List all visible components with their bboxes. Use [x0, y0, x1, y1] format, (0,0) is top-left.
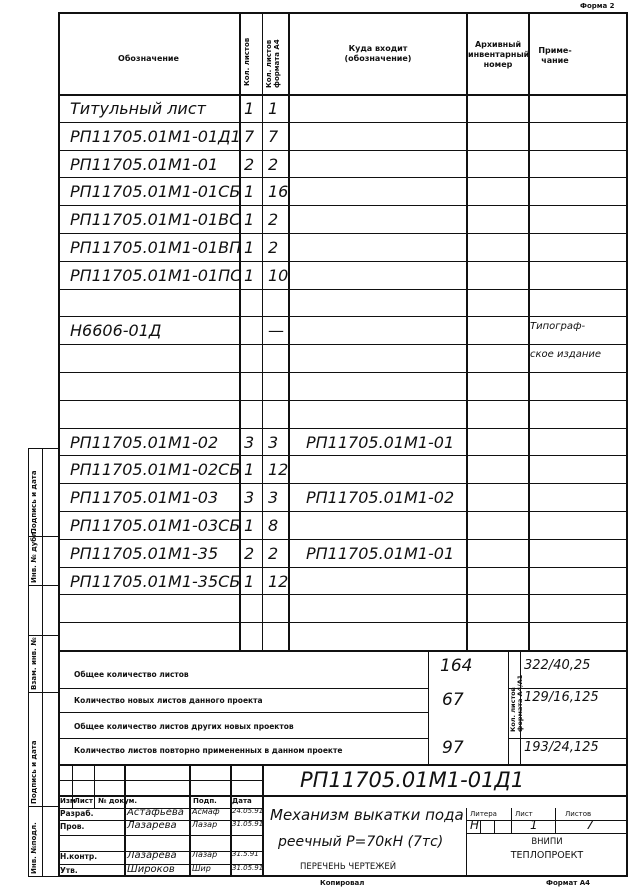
- sheets-cell: 1: [244, 182, 255, 202]
- side-label-sign-date-2: Подпись и дата: [30, 740, 38, 804]
- new-sheets-label: Количество новых листов данного проекта: [74, 696, 263, 705]
- signer-name: Широков: [127, 864, 175, 875]
- sheets-cell: 3: [244, 488, 255, 508]
- new-sheets-a4: 129/16,125: [524, 690, 599, 705]
- col-date: Дата: [232, 797, 252, 805]
- a4-sheets-cell: 2: [268, 154, 279, 174]
- sheets-cell: 1: [244, 516, 255, 535]
- a4-sheets-cell: 2: [268, 238, 279, 257]
- a4-sheets-cell: 8: [268, 516, 279, 535]
- sheets-cell: 2: [244, 154, 255, 174]
- designation-cell: РП11705.01М1-03: [70, 488, 219, 508]
- a4-sheets-cell: 10: [268, 265, 289, 285]
- a4-sheets-cell: 7: [268, 126, 279, 146]
- a4-sheets-cell: —: [268, 321, 284, 341]
- a4-sheets-cell: 3: [268, 488, 279, 508]
- col-sign: Подп.: [193, 797, 217, 805]
- signature: Лазар: [192, 820, 218, 829]
- litera-label: Литера: [470, 810, 497, 818]
- col-izm: Изм: [60, 797, 76, 805]
- signer-name: Лазарева: [127, 850, 177, 861]
- sheets-cell: 1: [244, 460, 255, 480]
- total-sheets-a4: 322/40,25: [524, 658, 591, 673]
- designation-cell: РП11705.01М1-01ПС: [70, 265, 242, 285]
- row-divider: [58, 289, 628, 290]
- row-divider: [58, 428, 628, 429]
- litera-value: Н: [470, 818, 480, 832]
- row-divider: [58, 483, 628, 484]
- header-archive: Архивный инвентарный номер: [468, 40, 530, 69]
- note-cell: ское издание: [530, 349, 602, 361]
- row-divider: [58, 177, 628, 178]
- designation-cell: РП11705.01М1-35СБ: [70, 571, 241, 591]
- role-label: Пров.: [60, 822, 85, 831]
- list-value: 1: [530, 818, 538, 832]
- designation-cell: РП11705.01М1-01ВС: [70, 210, 241, 230]
- role-label: Утв.: [60, 866, 78, 875]
- signature: Шир: [192, 864, 211, 873]
- row-divider: [58, 150, 628, 151]
- row-divider: [58, 400, 628, 401]
- listov-value: 7: [586, 818, 594, 832]
- a4-sheets-cell: 3: [268, 432, 279, 452]
- sign-date: 31.05.91: [232, 820, 264, 828]
- sheets-cell: 2: [244, 543, 255, 563]
- a4-sheets-cell: 2: [268, 210, 279, 230]
- where-used-cell: РП11705.01М1-01: [306, 432, 455, 452]
- designation-cell: РП11705.01М1-03СБ: [70, 516, 241, 535]
- header-sheets-count: Кол. листов: [243, 37, 251, 86]
- list-label: Лист: [515, 810, 533, 818]
- side-label-vzam: Взам. инв. №: [30, 637, 38, 690]
- designation-cell: РП11705.01М1-02: [70, 432, 219, 452]
- row-divider: [58, 233, 628, 234]
- sign-date: 24.05.91: [232, 807, 264, 815]
- designation-cell: РП11705.01М1-01СБ: [70, 182, 241, 202]
- where-used-cell: РП11705.01М1-02: [306, 488, 455, 508]
- designation-cell: РП11705.01М1-01Д1: [70, 126, 241, 146]
- row-divider: [58, 622, 628, 623]
- org-line-1: ВНИПИ: [531, 837, 563, 847]
- new-sheets-value: 67: [442, 690, 464, 710]
- row-divider: [58, 511, 628, 512]
- sheets-cell: 3: [244, 432, 255, 452]
- a4-sheets-cell: 2: [268, 543, 279, 563]
- note-cell: Типограф-: [530, 321, 586, 333]
- signature: Лазар: [192, 850, 218, 859]
- a4-sheets-cell: 1: [268, 99, 279, 118]
- designation-cell: РП11705.01М1-01ВП: [70, 238, 242, 257]
- sign-date: 31.5.91: [232, 850, 259, 858]
- row-divider: [58, 261, 628, 262]
- total-sheets-label: Общее количество листов: [74, 670, 189, 679]
- header-where-used: Куда входит (обозначение): [344, 44, 412, 63]
- row-divider: [58, 567, 628, 568]
- format-label: Формат А4: [546, 879, 590, 887]
- row-divider: [58, 539, 628, 540]
- sheets-cell: 1: [244, 238, 255, 257]
- other-sheets-label: Общее количество листов других новых проектов: [74, 722, 294, 731]
- doc-title: ПЕРЕЧЕНЬ ЧЕРТЕЖЕЙ: [300, 862, 397, 872]
- reused-sheets-a4: 193/24,125: [524, 740, 599, 755]
- designation-cell: РП11705.01М1-02СБ: [70, 460, 241, 480]
- row-divider: [58, 205, 628, 206]
- row-divider: [58, 372, 628, 373]
- side-label-inv-podl: Инв. №подл.: [30, 822, 38, 874]
- row-divider: [58, 594, 628, 595]
- sheets-cell: 1: [244, 210, 255, 230]
- designation-cell: РП11705.01М1-35: [70, 543, 219, 563]
- org-line-2: ТЕПЛОПРОЕКТ: [510, 850, 584, 861]
- sheets-cell: 7: [244, 126, 255, 146]
- col-doc: № докум.: [98, 797, 138, 805]
- where-used-cell: РП11705.01М1-01: [306, 543, 455, 563]
- sheets-cell: 1: [244, 265, 255, 285]
- listov-label: Листов: [565, 810, 592, 818]
- row-divider: [58, 316, 628, 317]
- reused-sheets-label: Количество листов повторно примененных в данном проекте: [74, 746, 343, 755]
- role-label: Н.контр.: [60, 852, 98, 861]
- row-divider: [58, 122, 628, 123]
- total-sheets-value: 164: [440, 656, 473, 676]
- header-designation: Обозначение: [118, 54, 179, 63]
- title-block-code: РП11705.01М1-01Д1: [300, 768, 525, 792]
- sheets-cell: 1: [244, 99, 255, 118]
- signature: Асмаф: [192, 807, 220, 816]
- row-divider: [58, 344, 628, 345]
- a4-sheets-cell: 12: [268, 460, 289, 480]
- row-divider: [58, 455, 628, 456]
- copied-label: Копировал: [320, 879, 365, 887]
- product-line-1: Механизм выкатки пода: [270, 806, 464, 824]
- role-label: Разраб.: [60, 809, 94, 818]
- col-list: Лист: [74, 797, 93, 805]
- side-label-sign-date-1: Подпись и дата: [30, 470, 38, 534]
- a4-sheets-cell: 16: [268, 182, 289, 202]
- a4-a1-col-label: Кол. листов формата А4/А1: [509, 674, 524, 732]
- a4-sheets-cell: 12: [268, 571, 289, 591]
- signer-name: Лазарева: [127, 820, 177, 831]
- side-label-inv-dubl: Инв. № дубл.: [30, 529, 38, 583]
- product-line-2: реечный Р=70кН (7тс): [278, 834, 444, 850]
- sheets-cell: 1: [244, 571, 255, 591]
- reused-sheets-value: 97: [442, 738, 464, 758]
- designation-cell: Титульный лист: [70, 99, 206, 118]
- form-label: Форма 2: [580, 2, 615, 10]
- header-note: Приме- чание: [538, 46, 572, 65]
- header-sheets-a4: Кол. листов формата А4: [265, 39, 281, 88]
- signer-name: Астафьева: [127, 807, 184, 818]
- sign-date: 31.05.91: [232, 864, 264, 872]
- designation-cell: Н6606-01Д: [70, 321, 162, 341]
- designation-cell: РП11705.01М1-01: [70, 154, 219, 174]
